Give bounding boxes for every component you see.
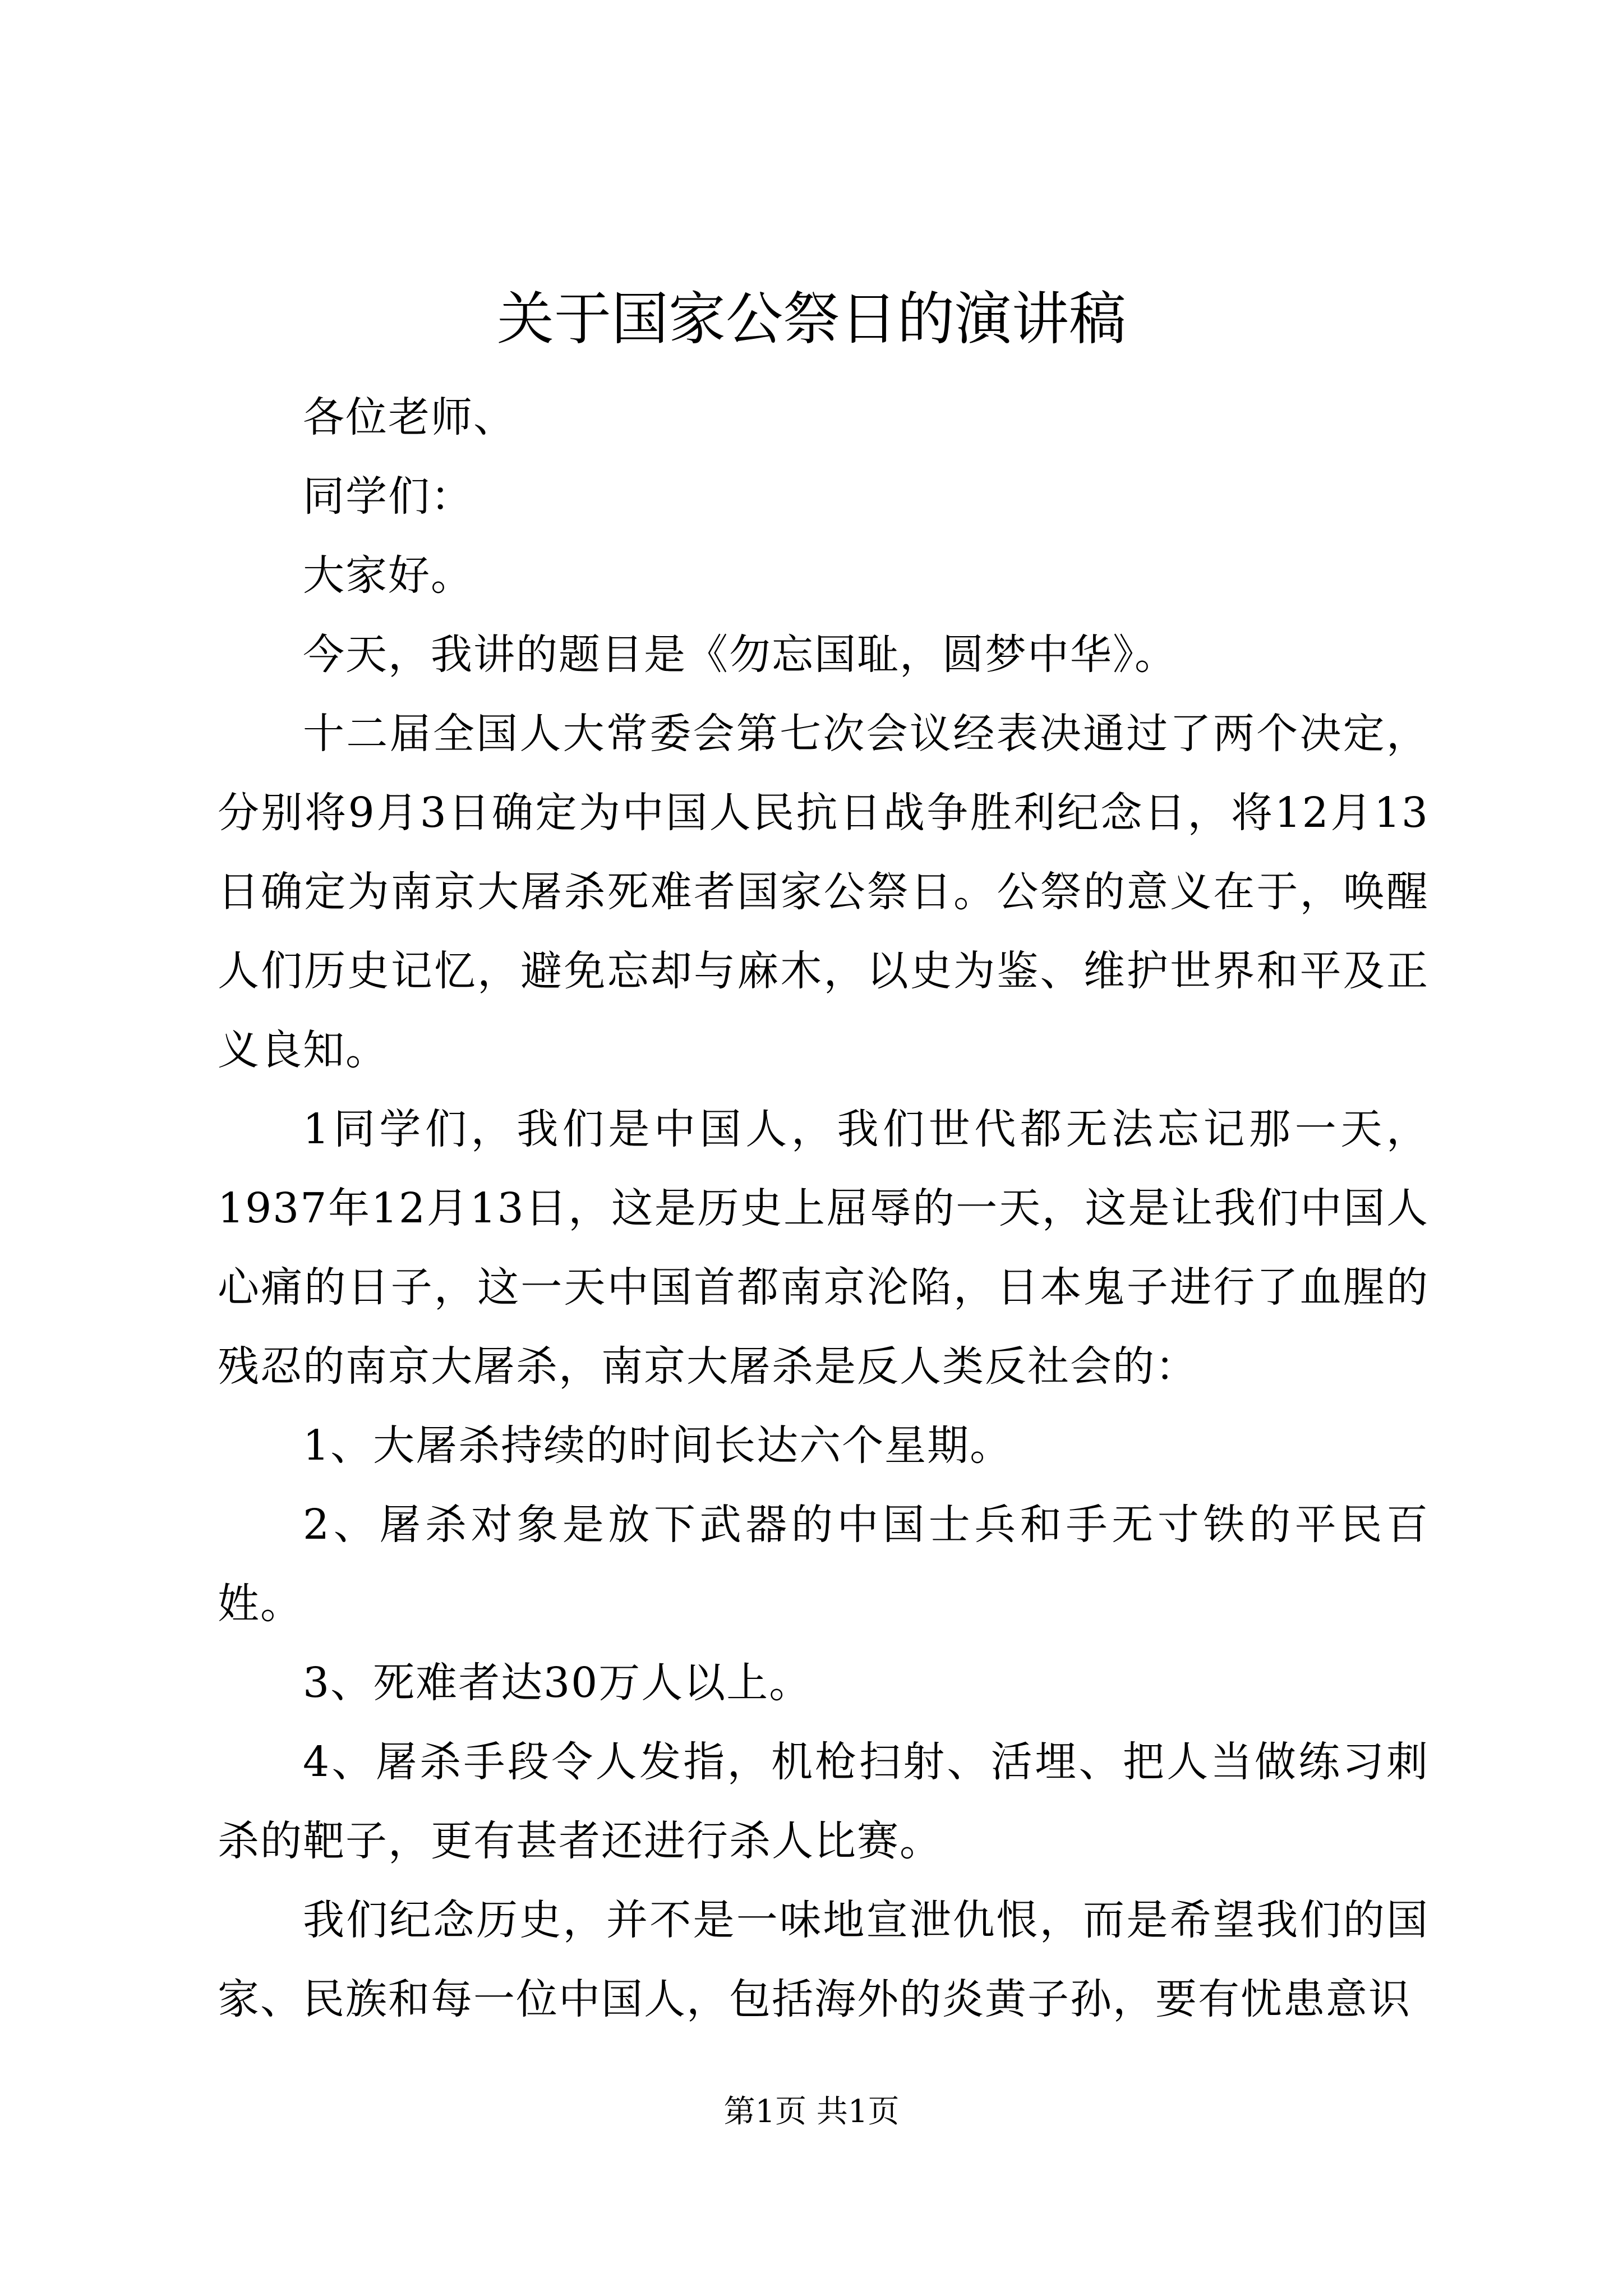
document-body [218,378,1429,2039]
page-footer: 第1页 共1页 [723,2093,900,2130]
list-item-3: 3、死难者达30万人以上。 [303,1659,812,1707]
paragraph-hello: 大家好。 [303,551,473,600]
paragraph-remembrance: 我们纪念历史，并不是一味地宣泄仇恨，而是希望我们的国家、民族和每一位中国人，包括海外的炎黄子孙，要有忧患意识 [218,1896,1429,2023]
list-item-4: 4、屠杀手段令人发指，机枪扫射、活埋、把人当做练习刺杀的靶子，更有甚者还进行杀人比赛。 [218,1738,1429,1865]
paragraph-greeting-students: 同学们： [303,472,473,521]
paragraph-topic: 今天，我讲的题目是《勿忘国耻，圆梦中华》。 [303,631,1177,679]
document-title: 关于国家公祭日的演讲稿 [497,286,1126,353]
list-item-2: 2、屠杀对象是放下武器的中国士兵和手无寸铁的平民百姓。 [218,1501,1429,1628]
paragraph-history: 1同学们，我们是中国人，我们世代都无法忘记那一天，1937年12月13日，这是历史上屈辱的一天，这是让我们中国人心痛的日子，这一天中国首都南京沦陷，日本鬼子进行了血腥的残忍的南京大屠杀，南京大屠杀是反人类反社会的： [218,1105,1429,1391]
paragraph-greeting-teachers: 各位老师、 [303,393,516,441]
list-item-1: 1、大屠杀持续的时间长达六个星期。 [303,1421,1013,1470]
paragraph-decision: 十二届全国人大常委会第七次会议经表决通过了两个决定，分别将9月3日确定为中国人民抗日战争胜利纪念日，将12月13日确定为南京大屠杀死难者国家公祭日。公祭的意义在于，唤醒人们历史记忆，避免忘却与麻木，以史为鉴、维护世界和平及正义良知。 [218,710,1429,1074]
